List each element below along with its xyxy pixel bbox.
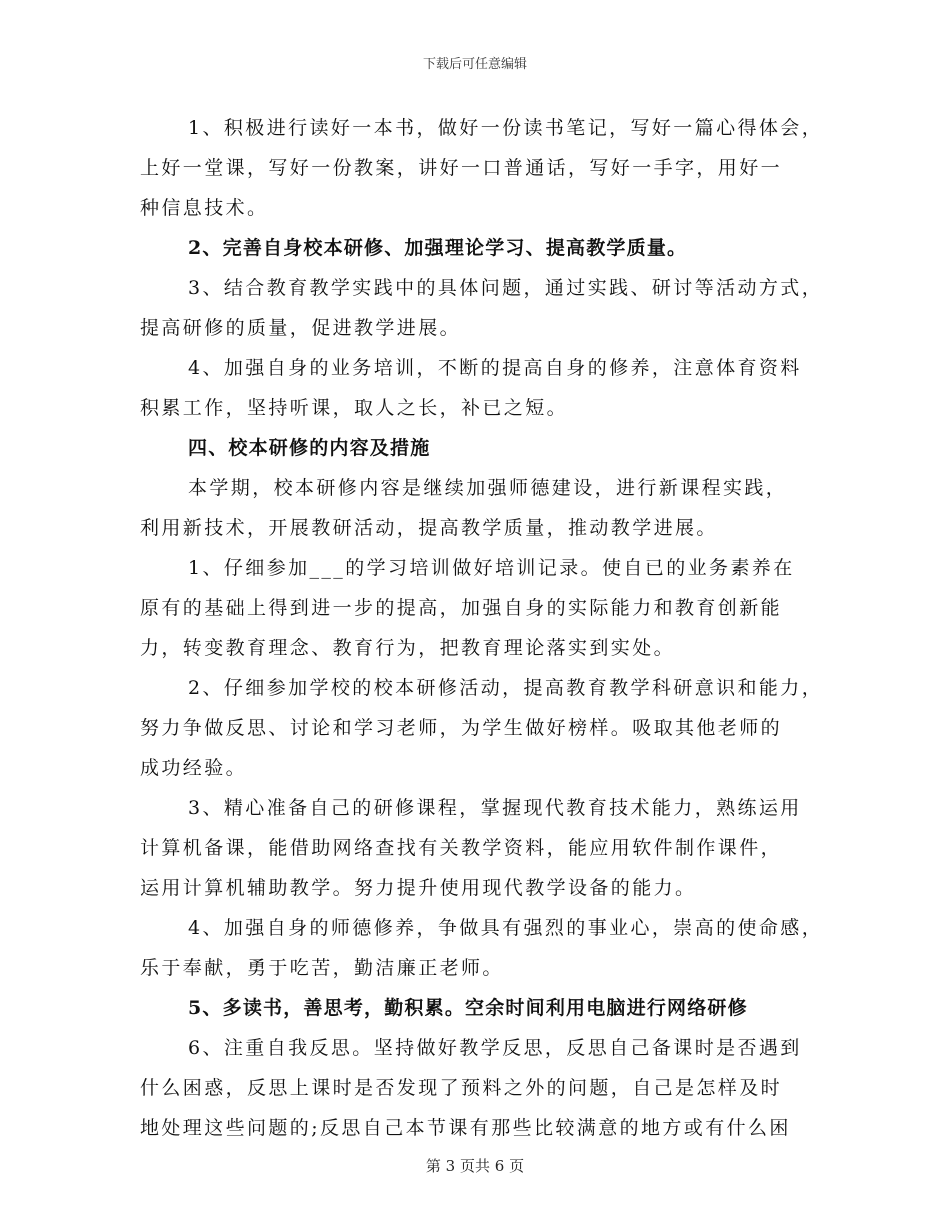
- text-line: 2、仔细参加学校的校本研修活动，提高教育教学科研意识和能力，: [188, 677, 824, 699]
- section-heading: [140, 428, 830, 468]
- text-line: 2、完善自身校本研修、加强理论学习、提高教学质量。: [188, 237, 688, 259]
- paragraph-4: [140, 348, 830, 428]
- page-header: 下载后可任意编辑: [422, 57, 527, 72]
- text-line: 乐于奉献，勇于吃苦，勤洁廉正老师。: [140, 957, 504, 979]
- text-line: 3、结合教育教学实践中的具体问题，通过实践、研讨等活动方式，: [188, 277, 824, 299]
- text-line: 1、积极进行读好一本书，做好一份读书笔记，写好一篇心得体会，: [188, 117, 824, 139]
- paragraph-1: [140, 108, 830, 228]
- paragraph-7: [140, 548, 830, 668]
- text-line: 成功经验。: [140, 757, 248, 779]
- text-line: 地处理这些问题的;反思自己本节课有那些比较满意的地方或有什么困: [140, 1117, 791, 1139]
- text-line: 4、加强自身的业务培训，不断的提高自身的修养，注意体育资料: [188, 357, 802, 379]
- paragraph-2-bold: [140, 228, 830, 268]
- text-line: 5、多读书，善思考，勤积累。空余时间利用电脑进行网络研修: [188, 997, 748, 1019]
- text-line: 3、精心准备自己的研修课程，掌握现代教育技术能力，熟练运用: [188, 797, 802, 819]
- paragraph-9: [140, 788, 830, 908]
- text-line: 什么困惑，反思上课时是否发现了预料之外的问题，自己是怎样及时: [140, 1077, 783, 1099]
- page-footer: 第 3 页共 6 页: [425, 1157, 525, 1175]
- text-line: 原有的基础上得到进一步的提高，加强自身的实际能力和教育创新能: [140, 597, 783, 619]
- text-line: 计算机备课，能借助网络查找有关教学资料，能应用软件制作课件，: [140, 837, 783, 859]
- text-line: 努力争做反思、讨论和学习老师，为学生做好榜样。吸取其他老师的: [140, 717, 783, 739]
- text-line: 上好一堂课，写好一份教案，讲好一口普通话，写好一手字，用好一: [140, 157, 783, 179]
- text-line: 1、仔细参加___的学习培训做好培训记录。使自已的业务素养在: [188, 557, 795, 579]
- paragraph-6: [140, 468, 830, 548]
- text-line: 4、加强自身的师德修养，争做具有强烈的事业心，崇高的使命感，: [188, 917, 824, 939]
- text-line: 种信息技术。: [140, 197, 269, 219]
- text-line: 利用新技术，开展教研活动，提高教学质量，推动教学进展。: [140, 517, 718, 539]
- paragraph-11-bold: [140, 988, 830, 1028]
- paragraph-3: [140, 268, 830, 348]
- document-body: [140, 108, 830, 1148]
- text-line: 力，转变教育理念、教育行为，把教育理论落实到实处。: [140, 637, 676, 659]
- text-line: 运用计算机辅助教学。努力提升使用现代教学设备的能力。: [140, 877, 697, 899]
- paragraph-12: [140, 1028, 830, 1148]
- text-line: 积累工作，坚持听课，取人之长，补已之短。: [140, 397, 569, 419]
- paragraph-8: [140, 668, 830, 788]
- text-line: 本学期，校本研修内容是继续加强师德建设，进行新课程实践，: [188, 477, 788, 499]
- paragraph-10: [140, 908, 830, 988]
- heading-line: 四、校本研修的内容及措施: [188, 437, 431, 459]
- text-line: 6、注重自我反思。坚持做好教学反思，反思自己备课时是否遇到: [188, 1037, 802, 1059]
- text-line: 提高研修的质量，促进教学进展。: [140, 317, 462, 339]
